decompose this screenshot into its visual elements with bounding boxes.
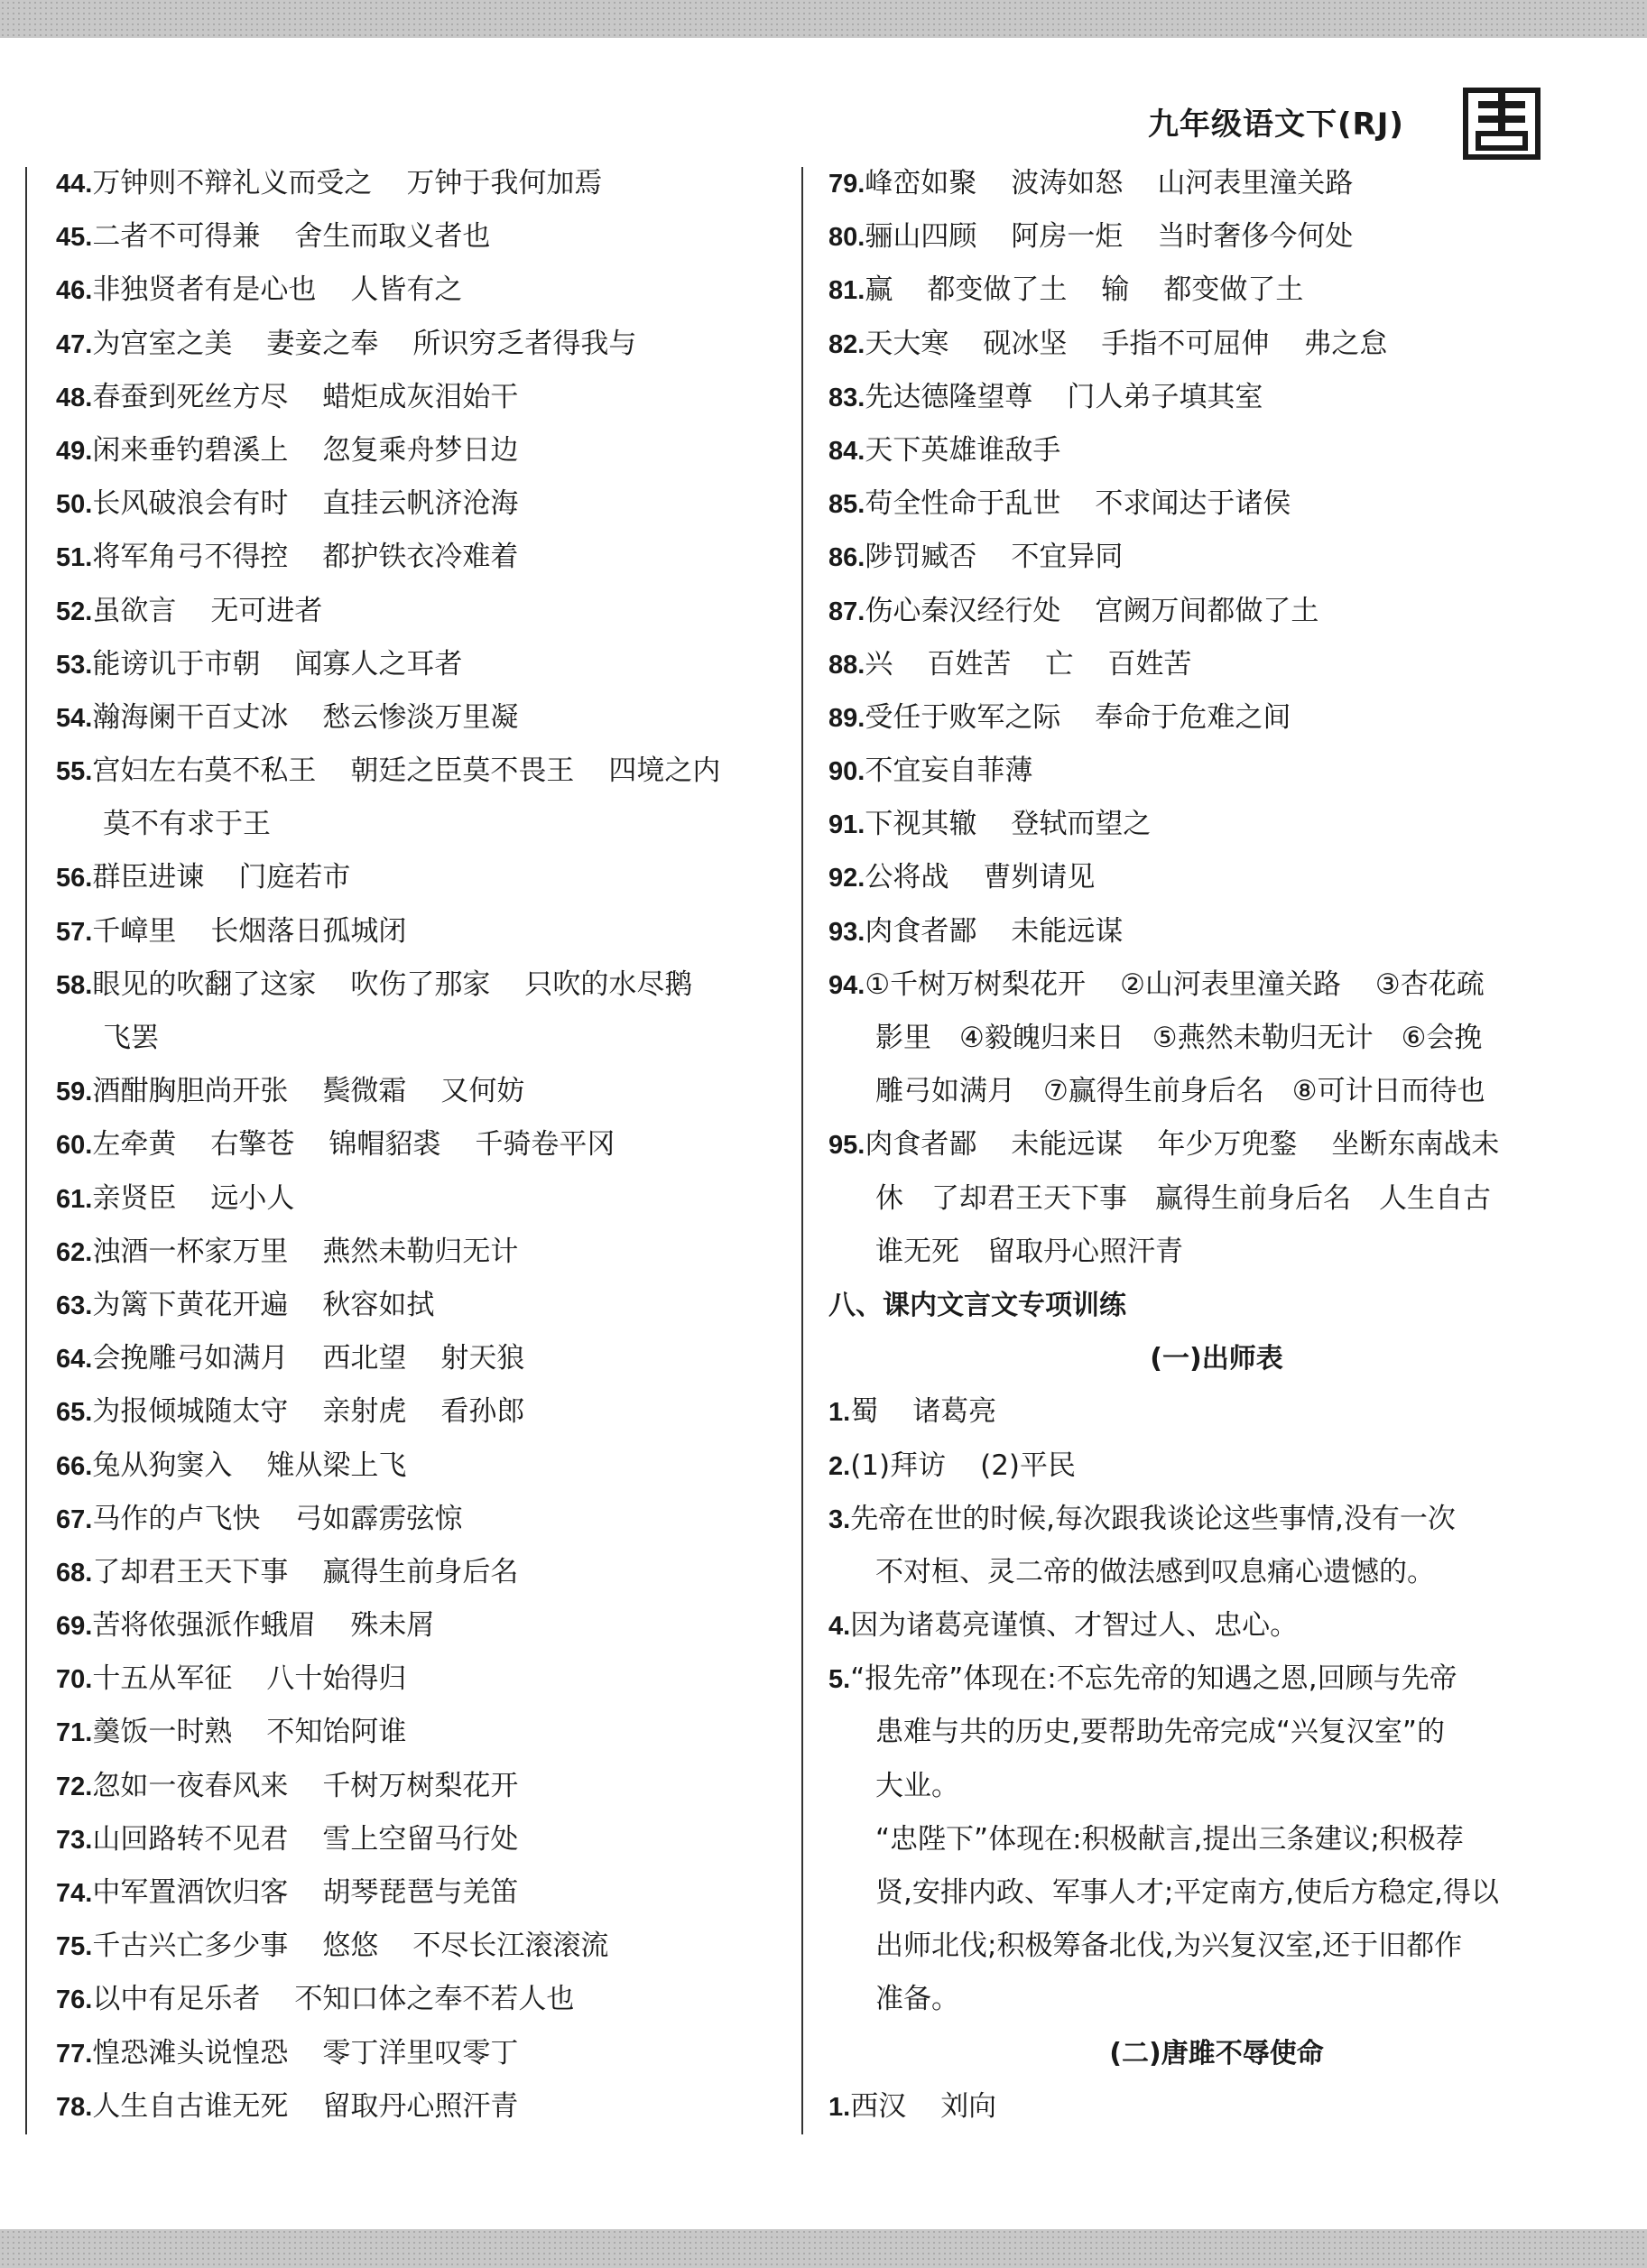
item-number: 91. <box>828 810 865 840</box>
answer-text: 不宜妄自菲薄 <box>865 754 1033 788</box>
answer-continuation: 出师北伐;积极筹备北伐,为兴复汉室,还于旧都作 <box>875 1930 1463 1963</box>
answer-item <box>56 2027 783 2080</box>
answer-continuation: 准备。 <box>875 1983 959 2016</box>
item-number: 61. <box>56 1184 93 1214</box>
answer-text: 八十始得归 <box>266 1662 407 1696</box>
item-number: 64. <box>56 1345 93 1375</box>
answer-item <box>56 210 783 264</box>
answer-item <box>56 1439 783 1493</box>
answer-text: 看孙郎 <box>440 1395 525 1429</box>
answer-continuation: 贤,安排内政、军事人才;平定南方,使后方稳定,得以 <box>875 1876 1500 1909</box>
answer-text: 千骑卷平冈 <box>475 1128 615 1162</box>
answer-continuation: 大业。 <box>875 1769 959 1802</box>
answer-text: 千古兴亡多少事 <box>92 1930 289 1963</box>
answer-text: 受任于败军之际 <box>865 700 1061 734</box>
answer-text: 二者不可得兼 <box>92 220 261 254</box>
answer-text: 燕然未勒归无计 <box>322 1235 519 1268</box>
answer-text: 天下英雄谁敌手 <box>865 433 1061 467</box>
item-number: 47. <box>56 329 93 359</box>
answer-text: 伤心秦汉经行处 <box>865 594 1061 627</box>
answer-text: 羹饭一时熟 <box>92 1716 233 1749</box>
item-number: 3. <box>828 1504 851 1534</box>
answer-text: 山回路转不见君 <box>92 1822 289 1856</box>
answer-text: 年少万兜鍪 <box>1157 1128 1298 1162</box>
answer-text: (1)拜访 <box>850 1449 947 1482</box>
answer-text: 赢 <box>865 273 893 307</box>
answer-item <box>828 157 1550 210</box>
answer-text: 弗之怠 <box>1303 327 1388 360</box>
item-number: 86. <box>828 543 865 573</box>
answer-text: 宫阙万间都做了土 <box>1095 594 1319 627</box>
item-number: 50. <box>56 490 93 520</box>
item-number: 63. <box>56 1291 93 1320</box>
item-number: 60. <box>56 1131 93 1161</box>
answer-text: 眼见的吹翻了这家 <box>92 967 317 1001</box>
answer-text: 山河表里潼关路 <box>1157 167 1354 199</box>
item-number: 82. <box>828 329 865 359</box>
answer-text: 秋容如拭 <box>322 1288 435 1321</box>
answer-text: 兴 <box>865 647 893 680</box>
item-number: 65. <box>56 1398 93 1428</box>
answer-text: 春蚕到死丝方尽 <box>92 380 289 413</box>
answer-item <box>56 1279 783 1332</box>
answer-continuation: 雕弓如满月 ⑦赢得生前身后名 ⑧可计日而待也 <box>875 1075 1485 1108</box>
answer-item <box>56 157 783 210</box>
answer-text: ①千树万树梨花开 <box>865 967 1087 1001</box>
answer-item <box>56 1226 783 1279</box>
answer-item <box>828 1493 1550 1546</box>
answer-text: 鬓微霜 <box>322 1075 407 1108</box>
answer-text: 万钟则不辩礼义而受之 <box>92 167 373 199</box>
answer-continuation: 影里 ④毅魄归来日 ⑤燕然未勒归无计 ⑥会挽 <box>875 1022 1483 1054</box>
answer-item <box>56 1599 783 1652</box>
answer-text: 都变做了土 <box>927 273 1068 307</box>
item-number: 55. <box>56 757 93 787</box>
answer-text: 所识穷乏者得我与 <box>412 327 637 360</box>
answer-continuation: 谁无死 留取丹心照汗青 <box>875 1235 1183 1268</box>
answer-text: 苟全性命于乱世 <box>865 487 1061 521</box>
answer-text: 妻妾之奉 <box>266 327 379 360</box>
item-number: 51. <box>56 543 93 573</box>
answer-text: 万钟于我何加焉 <box>406 167 603 199</box>
answer-text: 朝廷之臣莫不畏王 <box>350 754 575 788</box>
answer-text: 当时奢侈今何处 <box>1157 220 1354 254</box>
answer-item <box>56 905 783 958</box>
item-number: 78. <box>56 2092 93 2122</box>
answer-text: 中军置酒饮归客 <box>92 1876 289 1909</box>
item-number: 46. <box>56 276 93 306</box>
answer-item <box>56 531 783 584</box>
answer-text: 浊酒一杯家万里 <box>92 1235 289 1268</box>
answer-text: 虽欲言 <box>92 594 177 627</box>
answer-text: 殊未屑 <box>350 1609 435 1643</box>
subsection-title: (二)唐雎不辱使命 <box>1109 2037 1324 2069</box>
answer-text: 雉从梁上飞 <box>266 1449 407 1482</box>
answer-item <box>828 745 1550 798</box>
answer-text: 会挽雕弓如满月 <box>92 1342 289 1375</box>
answer-text: 群臣进谏 <box>92 861 205 894</box>
answer-text: 亲射虎 <box>322 1395 407 1429</box>
answer-text: 留取丹心照汗青 <box>322 2089 519 2123</box>
item-number: 67. <box>56 1504 93 1534</box>
answer-text: 不尽长江滚滚流 <box>412 1930 609 1963</box>
item-number: 88. <box>828 650 865 680</box>
item-number: 71. <box>56 1718 93 1748</box>
answer-text: 舍生而取义者也 <box>294 220 491 254</box>
item-number: 69. <box>56 1612 93 1642</box>
answer-text: 惶恐滩头说惶恐 <box>92 2036 289 2069</box>
answer-item <box>828 318 1550 371</box>
answer-text: 无可进者 <box>210 594 323 627</box>
answer-text: 登轼而望之 <box>1011 808 1152 841</box>
answer-text: 亡 <box>1045 647 1074 680</box>
answer-item <box>828 585 1550 638</box>
item-number: 70. <box>56 1665 93 1695</box>
item-number: 56. <box>56 864 93 893</box>
item-number: 68. <box>56 1558 93 1588</box>
item-number: 84. <box>828 436 865 466</box>
answer-item <box>56 477 783 531</box>
answer-item <box>828 210 1550 264</box>
item-number: 53. <box>56 650 93 680</box>
answer-text: 只吹的水尽鹅 <box>524 967 693 1001</box>
answer-text: 百姓苦 <box>1107 647 1192 680</box>
answer-item <box>828 905 1550 958</box>
answer-item <box>56 1652 783 1706</box>
answer-text: 因为诸葛亮谨慎、才智过人、忠心。 <box>850 1609 1299 1643</box>
answer-text: 马作的卢飞快 <box>92 1502 261 1535</box>
top-decorative-band <box>0 0 1647 38</box>
answer-text: “报先帝”体现在:不忘先帝的知遇之恩,回顾与先帝 <box>850 1662 1457 1696</box>
item-number: 93. <box>828 917 865 947</box>
answer-item <box>828 531 1550 584</box>
answer-text: (2)平民 <box>980 1449 1077 1482</box>
answer-text: 右擎苍 <box>210 1128 295 1162</box>
answer-text: 四境之内 <box>608 754 721 788</box>
item-number: 52. <box>56 597 93 626</box>
answer-text: 又何妨 <box>440 1075 525 1108</box>
item-number: 1. <box>828 2092 851 2122</box>
answer-text: 陟罚臧否 <box>865 541 977 574</box>
answer-text: 波涛如怒 <box>1011 167 1124 199</box>
answer-item <box>56 638 783 691</box>
section-title: 八、课内文言文专项训练 <box>828 1289 1126 1321</box>
answer-text: 能谤讥于市朝 <box>92 647 261 680</box>
answer-text: 瀚海阑干百丈冰 <box>92 700 289 734</box>
answer-item <box>828 2080 1550 2134</box>
answer-item <box>828 798 1550 851</box>
left-column <box>56 157 783 2134</box>
page-header-title: 九年级语文下(RJ) <box>1148 106 1404 143</box>
answer-text: 非独贤者有是心也 <box>92 273 317 307</box>
answer-item <box>56 1385 783 1439</box>
answer-text: 未能远谋 <box>1011 1128 1124 1162</box>
answer-text: 忽如一夜春风来 <box>92 1769 289 1802</box>
answer-item <box>56 1493 783 1546</box>
answer-item <box>56 318 783 371</box>
item-number: 87. <box>828 597 865 626</box>
answer-text: 愁云惨淡万里凝 <box>322 700 519 734</box>
answer-text: 悠悠 <box>322 1930 379 1963</box>
answer-text: 为报倾城随太守 <box>92 1395 289 1429</box>
answer-text: 不求闻达于诸侯 <box>1095 487 1291 521</box>
answer-text: 坐断东南战未 <box>1331 1128 1500 1162</box>
answer-item <box>828 691 1550 745</box>
answer-text: 射天狼 <box>440 1342 525 1375</box>
item-number: 80. <box>828 223 865 253</box>
answer-text: 峰峦如聚 <box>865 167 977 199</box>
answer-text: 百姓苦 <box>927 647 1012 680</box>
answer-continuation: 不对桓、灵二帝的做法感到叹息痛心遗憾的。 <box>875 1555 1435 1588</box>
answer-text: 不知口体之奉不若人也 <box>294 1983 575 2016</box>
answer-text: 阿房一炬 <box>1011 220 1124 254</box>
answer-text: 以中有足乐者 <box>92 1983 261 2016</box>
item-number: 54. <box>56 703 93 733</box>
answer-item <box>828 958 1550 1012</box>
answer-text: 将军角弓不得控 <box>92 541 289 574</box>
answer-item <box>56 1920 783 1973</box>
answer-text: 远小人 <box>210 1181 295 1215</box>
answer-text: 锦帽貂裘 <box>328 1128 441 1162</box>
answer-paragraph: “忠陛下”体现在:积极献言,提出三条建议;积极荐 <box>875 1822 1464 1856</box>
answer-text: 酒酣胸胆尚开张 <box>92 1075 289 1108</box>
answer-item <box>56 851 783 904</box>
answer-text: 千树万树梨花开 <box>322 1769 519 1802</box>
answer-text: 人皆有之 <box>350 273 463 307</box>
answer-text: 了却君王天下事 <box>92 1555 289 1588</box>
answer-text: 兔从狗窦入 <box>92 1449 233 1482</box>
answer-text: 手指不可屈伸 <box>1101 327 1270 360</box>
answer-text: 曹刿请见 <box>983 861 1096 894</box>
answer-text: 输 <box>1101 273 1130 307</box>
answer-text: 雪上空留马行处 <box>322 1822 519 1856</box>
right-column <box>828 157 1550 2134</box>
answer-item <box>828 1385 1550 1439</box>
answer-item <box>828 851 1550 904</box>
item-number: 66. <box>56 1451 93 1481</box>
answer-item <box>56 1760 783 1813</box>
answer-text: 都变做了土 <box>1163 273 1304 307</box>
left-margin-rule <box>25 167 27 2134</box>
item-number: 57. <box>56 917 93 947</box>
answer-item <box>828 1652 1550 1706</box>
answer-continuation: 飞罢 <box>103 1022 159 1054</box>
answer-text: 长风破浪会有时 <box>92 487 289 521</box>
answer-text: 刘向 <box>940 2089 997 2123</box>
answer-text: 人生自古谁无死 <box>92 2089 289 2123</box>
answer-text: 闲来垂钓碧溪上 <box>92 433 289 467</box>
answer-item <box>828 477 1550 531</box>
item-number: 44. <box>56 170 93 199</box>
answer-text: 十五从军征 <box>92 1662 233 1696</box>
answer-text: 骊山四顾 <box>865 220 977 254</box>
answer-text: 零丁洋里叹零丁 <box>322 2036 519 2069</box>
answer-continuation: 患难与共的历史,要帮助先帝完成“兴复汉室”的 <box>875 1716 1445 1749</box>
item-number: 85. <box>828 490 865 520</box>
answer-text: 闻寡人之耳者 <box>294 647 463 680</box>
answer-item <box>56 1866 783 1920</box>
answer-text: 公将战 <box>865 861 949 894</box>
answer-item <box>56 958 783 1012</box>
item-number: 49. <box>56 436 93 466</box>
item-number: 95. <box>828 1131 865 1161</box>
answer-text: 奉命于危难之间 <box>1095 700 1291 734</box>
item-number: 1. <box>828 1398 851 1428</box>
answer-text: 吹伤了那家 <box>350 967 491 1001</box>
item-number: 4. <box>828 1612 851 1642</box>
answer-text: 诸葛亮 <box>912 1395 997 1429</box>
answer-text: 宫妇左右莫不私王 <box>92 754 317 788</box>
item-number: 5. <box>828 1665 851 1695</box>
answer-text: 先达德隆望尊 <box>865 380 1033 413</box>
answer-text: 肉食者鄙 <box>865 1128 977 1162</box>
answer-item <box>56 691 783 745</box>
answer-continuation: 莫不有求于王 <box>103 808 271 841</box>
answer-item <box>56 264 783 317</box>
item-number: 74. <box>56 1879 93 1908</box>
answer-item <box>56 424 783 477</box>
answer-text: 下视其辙 <box>865 808 977 841</box>
answer-item <box>56 1813 783 1866</box>
answer-text: 未能远谋 <box>1011 914 1124 948</box>
bottom-decorative-band <box>0 2229 1647 2268</box>
item-number: 77. <box>56 2039 93 2069</box>
answer-item <box>56 1332 783 1385</box>
answer-text: 长烟落日孤城闭 <box>210 914 407 948</box>
answer-text: 门人弟子填其室 <box>1067 380 1263 413</box>
answer-text: 天大寒 <box>865 327 949 360</box>
answer-item <box>828 424 1550 477</box>
book-logo-icon <box>1462 87 1541 161</box>
answer-text: 千嶂里 <box>92 914 177 948</box>
answer-item <box>56 2080 783 2134</box>
answer-text: 忽复乘舟梦日边 <box>322 433 519 467</box>
answer-text: 蜡炬成灰泪始干 <box>322 380 519 413</box>
column-divider-rule <box>801 167 803 2134</box>
item-number: 2. <box>828 1451 851 1481</box>
answer-item <box>828 638 1550 691</box>
answer-item <box>56 1546 783 1599</box>
item-number: 59. <box>56 1078 93 1107</box>
item-number: 58. <box>56 970 93 1000</box>
answer-text: 肉食者鄙 <box>865 914 977 948</box>
answer-text: ②山河表里潼关路 <box>1120 967 1341 1001</box>
answer-text: 西北望 <box>322 1342 407 1375</box>
item-number: 92. <box>828 864 865 893</box>
answer-text: 弓如霹雳弦惊 <box>294 1502 463 1535</box>
item-number: 73. <box>56 1825 93 1855</box>
answer-item <box>828 1599 1550 1652</box>
item-number: 90. <box>828 757 865 787</box>
answer-text: 胡琴琵琶与羌笛 <box>322 1876 519 1909</box>
subsection-title: (一)出师表 <box>1150 1343 1283 1375</box>
answer-text: 不知饴阿谁 <box>266 1716 407 1749</box>
answer-text: 为篱下黄花开遍 <box>92 1288 289 1321</box>
answer-text: 亲贤臣 <box>92 1181 177 1215</box>
item-number: 83. <box>828 383 865 412</box>
answer-item <box>56 745 783 798</box>
item-number: 75. <box>56 1932 93 1962</box>
answer-item <box>828 371 1550 424</box>
item-number: 79. <box>828 170 865 199</box>
answer-item <box>56 1172 783 1226</box>
answer-text: 西汉 <box>850 2089 907 2123</box>
answer-item <box>828 1439 1550 1493</box>
item-number: 45. <box>56 223 93 253</box>
answer-item <box>828 1118 1550 1171</box>
answer-text: 都护铁衣冷难着 <box>322 541 519 574</box>
answer-text: 砚冰坚 <box>983 327 1068 360</box>
item-number: 72. <box>56 1772 93 1801</box>
answer-item <box>56 1973 783 2026</box>
answer-text: 直挂云帆济沧海 <box>322 487 519 521</box>
answer-item <box>56 371 783 424</box>
item-number: 94. <box>828 970 865 1000</box>
answer-text: 门庭若市 <box>238 861 351 894</box>
answer-text: 蜀 <box>850 1395 879 1429</box>
answer-item <box>56 1065 783 1118</box>
item-number: 76. <box>56 1986 93 2015</box>
answer-text: 为宫室之美 <box>92 327 233 360</box>
answer-continuation: 休 了却君王天下事 赢得生前身后名 人生自古 <box>875 1181 1491 1215</box>
answer-item <box>56 1706 783 1759</box>
answer-item <box>56 585 783 638</box>
answer-text: 苦将侬强派作蛾眉 <box>92 1609 317 1643</box>
answer-text: 先帝在世的时候,每次跟我谈论这些事情,没有一次 <box>850 1502 1456 1535</box>
item-number: 81. <box>828 276 865 306</box>
item-number: 48. <box>56 383 93 412</box>
item-number: 62. <box>56 1237 93 1267</box>
answer-text: 赢得生前身后名 <box>322 1555 519 1588</box>
answer-text: ③杏花疏 <box>1374 967 1485 1001</box>
answer-text: 不宜异同 <box>1011 541 1124 574</box>
answer-item <box>56 1118 783 1171</box>
item-number: 89. <box>828 703 865 733</box>
answer-item <box>828 264 1550 317</box>
answer-text: 左牵黄 <box>92 1128 177 1162</box>
